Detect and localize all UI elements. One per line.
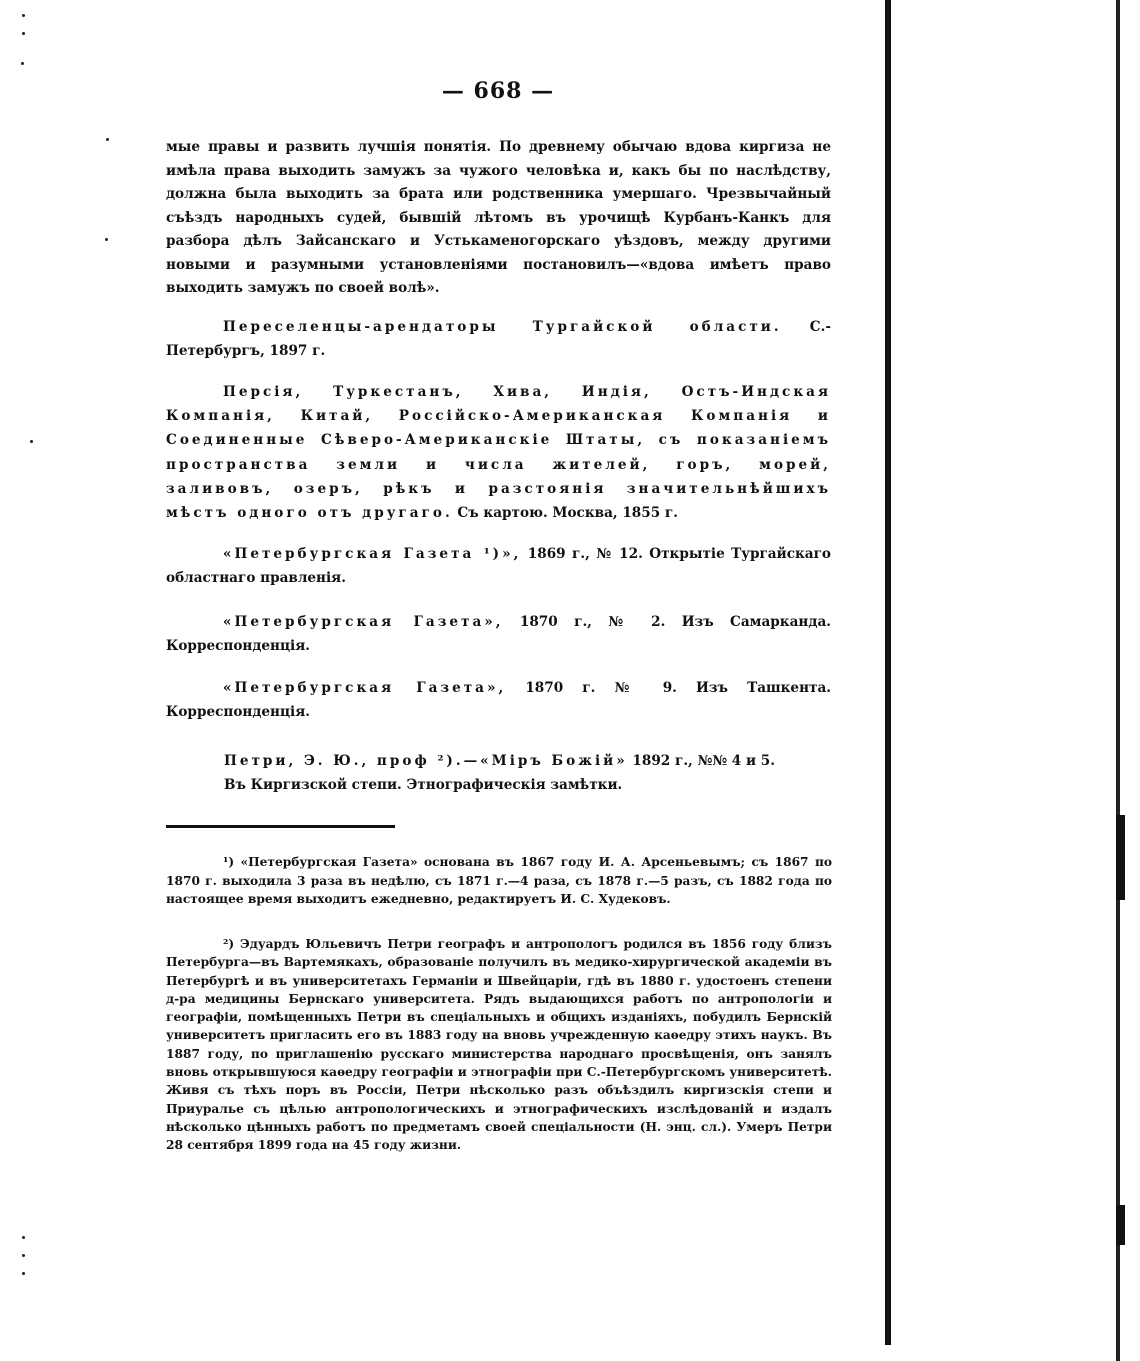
page-edge-mark bbox=[1116, 1205, 1125, 1245]
scan-speck bbox=[22, 14, 25, 17]
page-edge-line bbox=[1116, 0, 1120, 1361]
entry-title: Петри, Э. Ю., проф ²).—«Міръ Божій» bbox=[224, 753, 628, 769]
bibliography-entry bbox=[166, 380, 831, 525]
entry-details: 1870 г., № 2. Изъ Самарканда. Корреспонденція. bbox=[166, 614, 831, 654]
page-gutter-line bbox=[885, 0, 891, 1345]
footnote bbox=[166, 853, 832, 909]
scan-speck bbox=[21, 62, 24, 65]
entry-line bbox=[224, 750, 824, 774]
bibliography-entry bbox=[166, 316, 831, 363]
footnote-divider bbox=[166, 825, 395, 828]
entry-details: Съ картою. Москва, 1855 г. bbox=[452, 505, 678, 522]
entry-title: Переселенцы-арендаторы Тургайской области bbox=[223, 319, 774, 335]
page-edge-mark bbox=[1116, 815, 1125, 900]
scan-speck bbox=[106, 138, 109, 141]
entry-title: «Петербургская Газета», bbox=[223, 614, 504, 630]
footnote-text: «Петербургская Газета» основана въ 1867 году И. А. Арсеньевымъ; съ 1867 по 1870 г. выходила 3 раза въ недѣлю, съ 1871 г.—4 раза, съ 1878 г.—5 разъ, съ 1882 года по настоящее время выходитъ ежедневно, редактируетъ И. С. Худековъ. bbox=[166, 855, 832, 906]
entry-details: 1892 г., №№ 4 и 5. bbox=[627, 753, 775, 769]
bibliography-entry bbox=[166, 677, 831, 724]
entry-title: «Петербургская Газета ¹)», bbox=[223, 546, 522, 562]
entry-subtitle: Въ Киргизской степи. Этнографическія замѣтки. bbox=[224, 776, 623, 793]
bibliography-entry bbox=[166, 611, 831, 658]
entry-details: 1869 г., № 12. Открытіе Тургайскаго областнаго правленія. bbox=[166, 546, 831, 586]
footnote-mark: ¹) bbox=[223, 855, 235, 869]
footnote-mark: ²) bbox=[223, 937, 235, 951]
footnote bbox=[166, 935, 832, 1155]
footnote-text: Эдуардъ Юльевичъ Петри географъ и антропологъ родился въ 1856 году близъ Петербурга—въ Вартемякахъ, образованіе получилъ въ медико-хирургической академіи въ Петербургѣ и въ университетахъ Германіи и Швейцаріи, гдѣ въ 1880 г. удостоенъ степени д-ра медицины Бернскаго университета. Рядъ выдающихся работъ по антропологіи и географіи, помѣщенныхъ Петри въ спеціальныхъ и общихъ изданіяхъ, побудилъ Бернскій университетъ пригласить его въ 1883 году на вновь учрежденную каѳедру этихъ наукъ. Въ 1887 году, по приглашенію русскаго министерства народнаго просвѣщенія, онъ занялъ вновь открывшуюся каѳедру географіи и этнографіи при С.-Петербургскомъ университетѣ. Живя съ тѣхъ поръ въ Россіи, Петри нѣсколько разъ объѣздилъ киргизскія степи и Приуралье съ цѣлью антропологическихъ и этнографическихъ изслѣдованій и издалъ нѣсколько цѣнныхъ работъ по предметамъ своей спеціальности (Н. энц. сл.). Умеръ Петри 28 сентября 1899 года на 45 году жизни. bbox=[166, 937, 832, 1153]
entry-title: «Петербургская Газета», bbox=[223, 680, 507, 696]
entry-details: 1870 г. № 9. Изъ Ташкента. Корреспонденція. bbox=[166, 680, 831, 720]
scan-speck bbox=[22, 1236, 25, 1239]
entry-details: . С.-Петербургъ, 1897 г. bbox=[166, 319, 831, 359]
scan-speck bbox=[22, 1272, 25, 1275]
page-number: — 668 — bbox=[441, 78, 555, 104]
scan-speck bbox=[22, 32, 25, 35]
bibliography-entry bbox=[166, 543, 831, 590]
scan-speck bbox=[22, 1254, 25, 1257]
scan-speck bbox=[105, 238, 108, 241]
bibliography-entry bbox=[224, 750, 824, 797]
entry-title: Персія, Туркестанъ, Хива, Индія, Остъ-Индская Компанія, Китай, Россійско-Американская Компанія и Соединенные Сѣверо-Американскіе Штаты, съ показаніемъ пространства земли и числа жителей, горъ, морей, заливовъ, озеръ, рѣкъ и разстоянія значительнѣйшихъ мѣстъ одного отъ другаго. bbox=[166, 384, 831, 522]
scan-speck bbox=[30, 440, 33, 443]
body-paragraph: мые правы и развить лучшія понятія. По древнему обычаю вдова киргиза не имѣла права выходить замужъ за чужого человѣка и, какъ бы по наслѣдству, должна была выходить за брата или родственника умершаго. Чрезвычайный съѣздъ народныхъ судей, бывшій лѣтомъ въ урочищѣ Курбанъ-Канкъ для разбора дѣлъ Зайсанскаго и Устькаменогорскаго уѣздовъ, между другими новыми и разумными установленіями постановилъ—«вдова имѣетъ право выходить замужъ по своей волѣ». bbox=[166, 139, 831, 296]
